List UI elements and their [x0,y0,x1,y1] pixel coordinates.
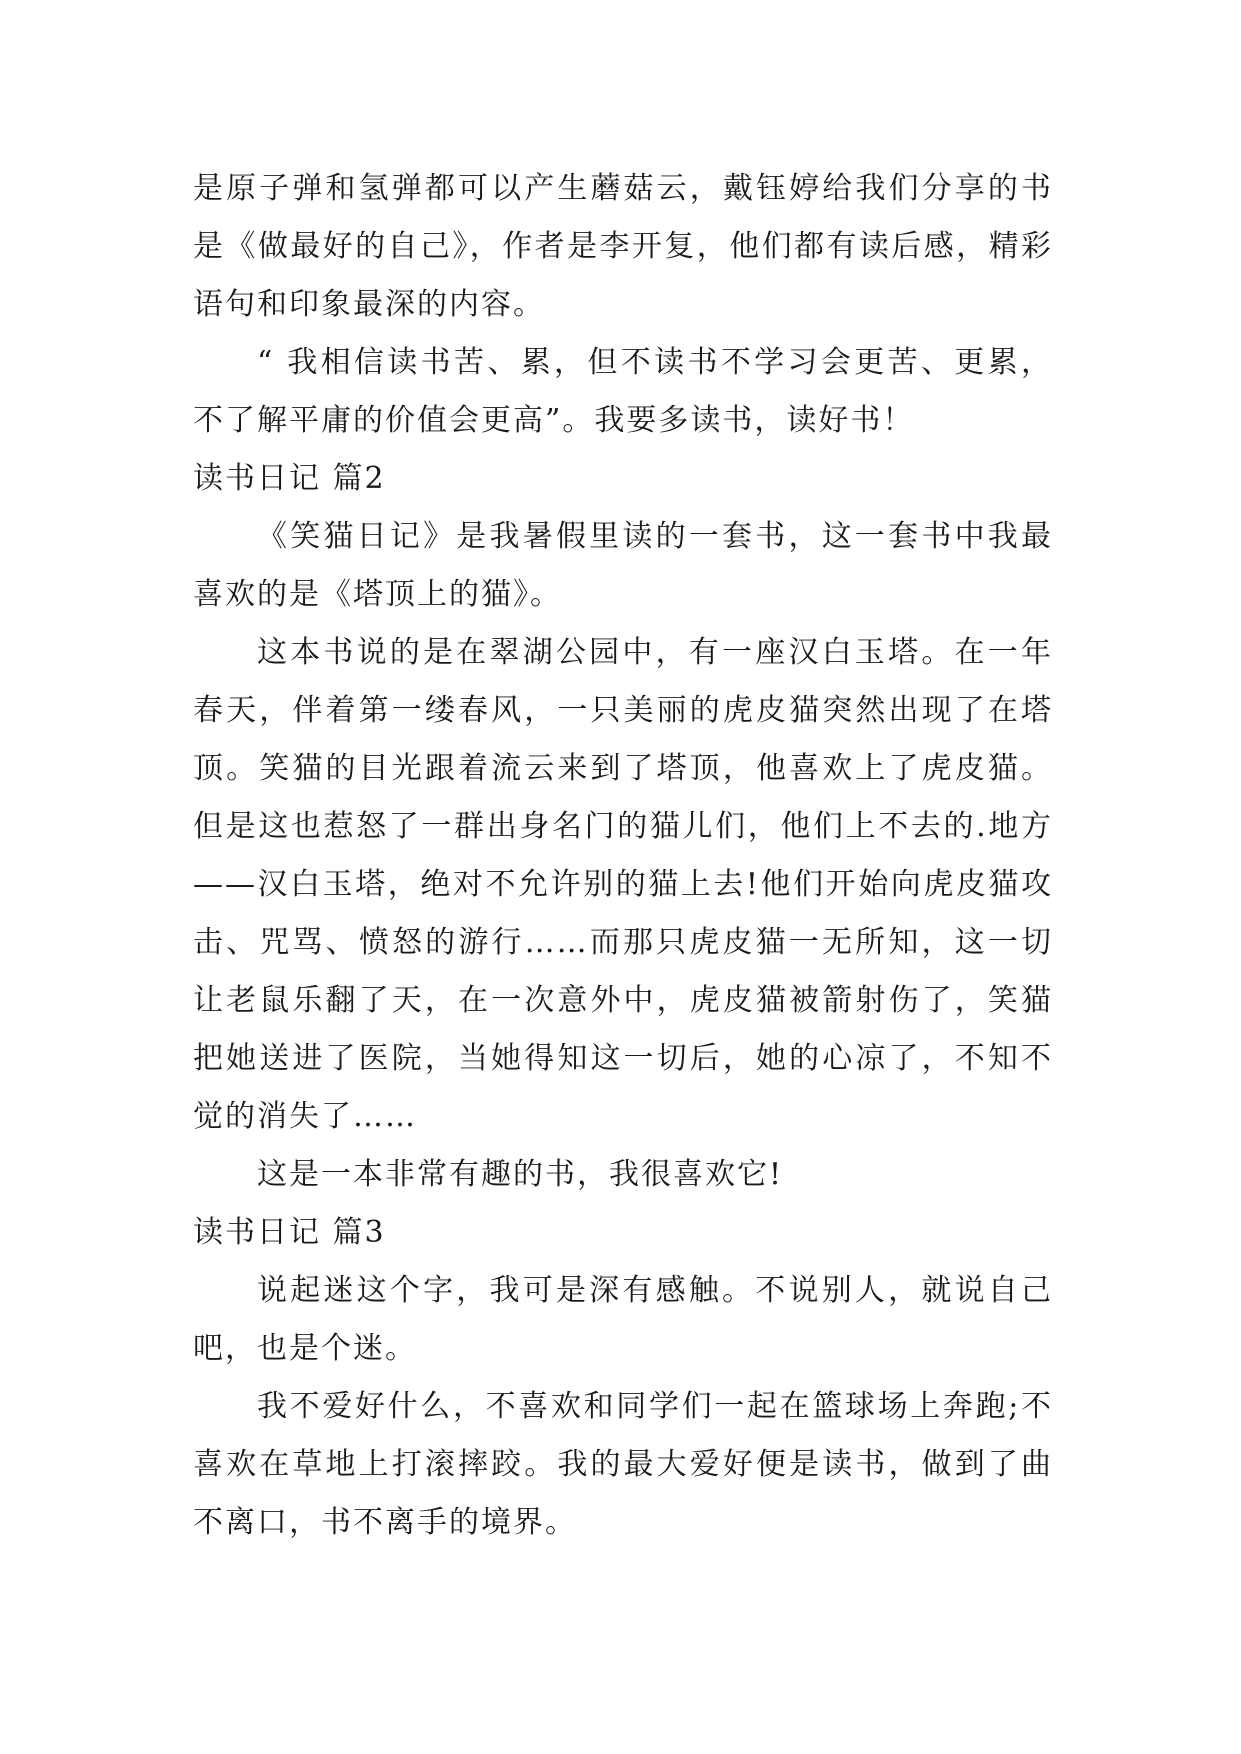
paragraph-continuation: 是原子弹和氢弹都可以产生蘑菇云，戴钰婷给我们分享的书是《做最好的自己》，作者是李开复，他们都有读后感，精彩语句和印象最深的内容。 [193,171,1053,322]
paragraph: 说起迷这个字，我可是深有感触。不说别人，就说自己吧，也是个迷。 [193,1273,1053,1366]
section-heading-3: 读书日记 篇3 [193,1215,386,1250]
paragraph: 这本书说的是在翠湖公园中，有一座汉白玉塔。在一年春天，伴着第一缕春风，一只美丽的虎皮猫突然出现了在塔顶。笑猫的目光跟着流云来到了塔顶，他喜欢上了虎皮猫。但是这也惹怒了一群出身名门的猫儿们，他们上不去的.地方——汉白玉塔，绝对不允许别的猫上去!他们开始向虎皮猫攻击、咒骂、愤怒的游行……而那只虎皮猫一无所知，这一切让老鼠乐翻了天，在一次意外中，虎皮猫被箭射伤了，笑猫把她送进了医院，当她得知这一切后，她的心凉了，不知不觉的消失了…… [193,635,1053,1134]
paragraph-quote: “ 我相信读书苦、累，但不读书不学习会更苦、更累，不了解平庸的价值会更高”。我要多读书，读好书！ [193,345,1053,438]
document-body [193,160,1053,1552]
section-heading-2: 读书日记 篇2 [193,461,386,496]
paragraph: 《笑猫日记》是我暑假里读的一套书，这一套书中我最喜欢的是《塔顶上的猫》。 [193,519,1053,612]
paragraph: 我不爱好什么，不喜欢和同学们一起在篮球场上奔跑;不喜欢在草地上打滚摔跤。我的最大爱好便是读书，做到了曲不离口，书不离手的境界。 [193,1389,1053,1540]
paragraph: 这是一本非常有趣的书，我很喜欢它! [257,1157,784,1192]
